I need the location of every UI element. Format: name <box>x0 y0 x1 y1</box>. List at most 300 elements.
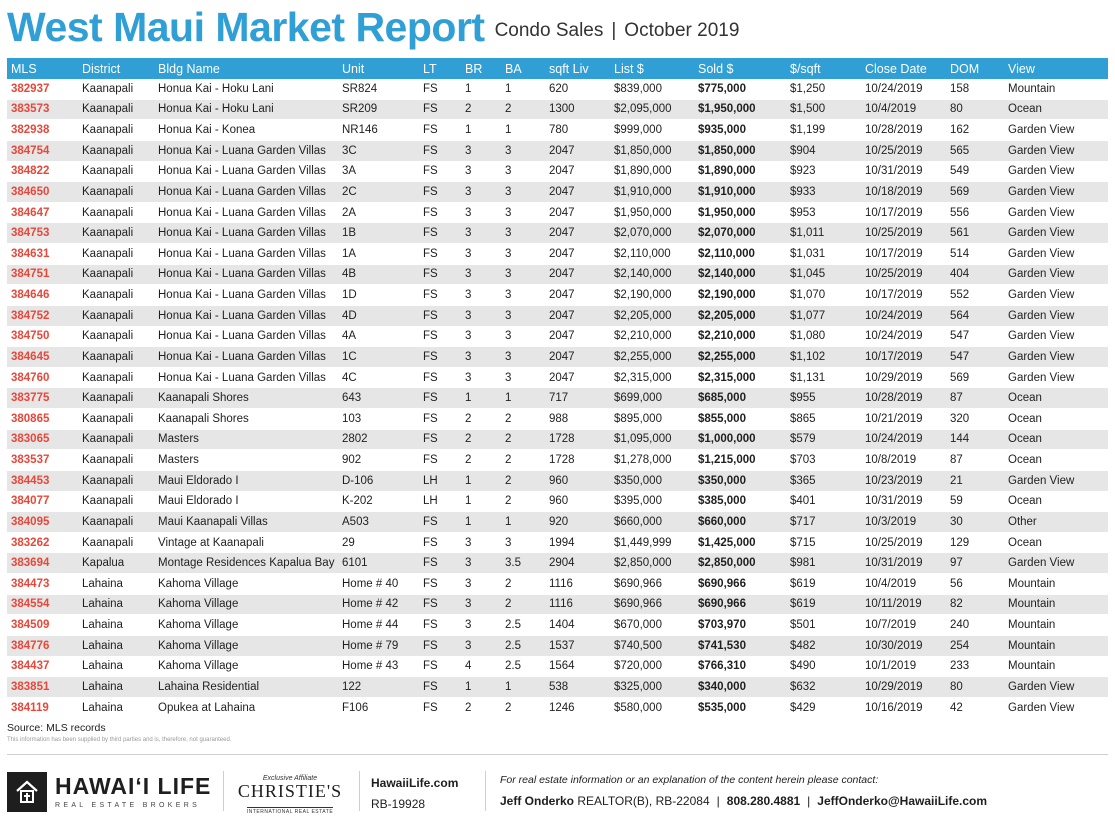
cell-close-date: 10/1/2019 <box>861 656 946 677</box>
cell-ba: 3 <box>501 140 545 161</box>
cell-view: Ocean <box>1004 450 1108 471</box>
cell-dom: 547 <box>946 326 1004 347</box>
cell-bldg-name: Honua Kai - Luana Garden Villas <box>154 182 338 203</box>
cell-price-per-sqft: $619 <box>786 574 861 595</box>
cell-lt: FS <box>419 429 461 450</box>
cell-district: Kapalua <box>78 553 154 574</box>
cell-mls[interactable]: 384095 <box>7 512 78 533</box>
cell-mls[interactable]: 384509 <box>7 615 78 636</box>
cell-close-date: 10/4/2019 <box>861 574 946 595</box>
cell-lt: FS <box>419 553 461 574</box>
affiliate-logo <box>235 775 345 818</box>
cell-unit: 4C <box>338 367 419 388</box>
table-row <box>7 367 1108 388</box>
subtitle-category: Condo Sales <box>494 20 604 41</box>
cell-ba: 1 <box>501 79 545 99</box>
cell-br: 3 <box>461 161 501 182</box>
cell-list-price: $2,210,000 <box>610 326 694 347</box>
subtitle-separator: | <box>611 20 617 41</box>
cell-view: Garden View <box>1004 182 1108 203</box>
cell-mls[interactable]: 383775 <box>7 388 78 409</box>
cell-lt: FS <box>419 285 461 306</box>
cell-dom: 144 <box>946 429 1004 450</box>
cell-bldg-name: Kahoma Village <box>154 615 338 636</box>
column-header-close-date: Close Date <box>861 58 946 79</box>
cell-sold-price: $1,425,000 <box>694 532 786 553</box>
cell-price-per-sqft: $1,080 <box>786 326 861 347</box>
cell-mls[interactable]: 384646 <box>7 285 78 306</box>
cell-unit: SR824 <box>338 79 419 99</box>
cell-district: Kaanapali <box>78 244 154 265</box>
cell-district: Lahaina <box>78 697 154 718</box>
cell-view: Garden View <box>1004 264 1108 285</box>
cell-list-price: $740,500 <box>610 635 694 656</box>
brand-name: HAWAI‘I LIFE <box>55 773 212 799</box>
cell-sqft-liv: 960 <box>545 470 610 491</box>
cell-mls[interactable]: 384760 <box>7 367 78 388</box>
cell-sold-price: $2,205,000 <box>694 305 786 326</box>
cell-district: Lahaina <box>78 656 154 677</box>
cell-sqft-liv: 1404 <box>545 615 610 636</box>
cell-br: 3 <box>461 367 501 388</box>
cell-bldg-name: Honua Kai - Luana Garden Villas <box>154 244 338 265</box>
cell-ba: 3 <box>501 285 545 306</box>
cell-br: 3 <box>461 140 501 161</box>
cell-price-per-sqft: $904 <box>786 140 861 161</box>
cell-view: Garden View <box>1004 120 1108 141</box>
cell-dom: 42 <box>946 697 1004 718</box>
cell-sold-price: $2,190,000 <box>694 285 786 306</box>
cell-view: Mountain <box>1004 656 1108 677</box>
column-header-bldg-name: Bldg Name <box>154 58 338 79</box>
cell-close-date: 10/25/2019 <box>861 532 946 553</box>
cell-unit: 4B <box>338 264 419 285</box>
cell-list-price: $2,205,000 <box>610 305 694 326</box>
cell-sold-price: $1,910,000 <box>694 182 786 203</box>
cell-list-price: $1,095,000 <box>610 429 694 450</box>
cell-list-price: $2,255,000 <box>610 347 694 368</box>
cell-ba: 3 <box>501 264 545 285</box>
cell-list-price: $2,070,000 <box>610 223 694 244</box>
cell-lt: FS <box>419 99 461 120</box>
cell-district: Kaanapali <box>78 347 154 368</box>
cell-br: 3 <box>461 326 501 347</box>
cell-bldg-name: Honua Kai - Hoku Lani <box>154 99 338 120</box>
cell-district: Lahaina <box>78 635 154 656</box>
cell-district: Kaanapali <box>78 79 154 99</box>
cell-ba: 3 <box>501 367 545 388</box>
cell-sold-price: $2,140,000 <box>694 264 786 285</box>
cell-lt: FS <box>419 615 461 636</box>
cell-list-price: $1,950,000 <box>610 202 694 223</box>
cell-ba: 3 <box>501 532 545 553</box>
footer-divider-2 <box>359 771 360 811</box>
cell-bldg-name: Honua Kai - Luana Garden Villas <box>154 140 338 161</box>
agent-name: Jeff Onderko <box>500 794 575 808</box>
cell-close-date: 10/29/2019 <box>861 677 946 698</box>
cell-list-price: $2,110,000 <box>610 244 694 265</box>
cell-unit: 3A <box>338 161 419 182</box>
cell-view: Other <box>1004 512 1108 533</box>
cell-br: 1 <box>461 491 501 512</box>
table-row <box>7 182 1108 203</box>
cell-sold-price: $350,000 <box>694 470 786 491</box>
cell-lt: FS <box>419 450 461 471</box>
affiliate-sub: INTERNATIONAL REAL ESTATE <box>246 809 334 815</box>
cell-sqft-liv: 620 <box>545 79 610 99</box>
cell-ba: 3 <box>501 223 545 244</box>
table-row <box>7 532 1108 553</box>
cell-district: Kaanapali <box>78 305 154 326</box>
cell-close-date: 10/25/2019 <box>861 140 946 161</box>
cell-mls[interactable]: 383694 <box>7 553 78 574</box>
cell-mls[interactable]: 384650 <box>7 182 78 203</box>
table-row <box>7 99 1108 120</box>
cell-lt: LH <box>419 491 461 512</box>
cell-bldg-name: Honua Kai - Hoku Lani <box>154 79 338 99</box>
cell-mls[interactable]: 384473 <box>7 574 78 595</box>
cell-mls[interactable]: 384751 <box>7 264 78 285</box>
house-icon <box>7 772 47 812</box>
cell-lt: FS <box>419 79 461 99</box>
cell-list-price: $580,000 <box>610 697 694 718</box>
cell-close-date: 10/7/2019 <box>861 615 946 636</box>
cell-br: 3 <box>461 285 501 306</box>
table-row <box>7 450 1108 471</box>
cell-price-per-sqft: $923 <box>786 161 861 182</box>
cell-price-per-sqft: $429 <box>786 697 861 718</box>
cell-mls[interactable]: 384750 <box>7 326 78 347</box>
agent-email[interactable]: JeffOnderko@HawaiiLife.com <box>817 794 988 808</box>
cell-dom: 80 <box>946 99 1004 120</box>
cell-mls[interactable]: 382938 <box>7 120 78 141</box>
cell-sold-price: $1,850,000 <box>694 140 786 161</box>
cell-lt: FS <box>419 532 461 553</box>
cell-dom: 56 <box>946 574 1004 595</box>
cell-mls[interactable]: 383262 <box>7 532 78 553</box>
cell-bldg-name: Vintage at Kaanapali <box>154 532 338 553</box>
cell-view: Garden View <box>1004 202 1108 223</box>
cell-mls[interactable]: 384631 <box>7 244 78 265</box>
cell-view: Garden View <box>1004 244 1108 265</box>
cell-br: 3 <box>461 244 501 265</box>
cell-sold-price: $2,850,000 <box>694 553 786 574</box>
cell-close-date: 10/30/2019 <box>861 635 946 656</box>
cell-mls[interactable]: 384119 <box>7 697 78 718</box>
table-row <box>7 223 1108 244</box>
cell-ba: 2 <box>501 594 545 615</box>
cell-lt: FS <box>419 244 461 265</box>
cell-list-price: $2,095,000 <box>610 99 694 120</box>
cell-sqft-liv: 920 <box>545 512 610 533</box>
cell-mls[interactable]: 384776 <box>7 635 78 656</box>
column-header-sold-price: Sold $ <box>694 58 786 79</box>
cell-br: 3 <box>461 574 501 595</box>
cell-sqft-liv: 1564 <box>545 656 610 677</box>
cell-sqft-liv: 538 <box>545 677 610 698</box>
cell-br: 1 <box>461 512 501 533</box>
cell-district: Kaanapali <box>78 264 154 285</box>
column-header-list-price: List $ <box>610 58 694 79</box>
cell-sold-price: $2,315,000 <box>694 367 786 388</box>
cell-sqft-liv: 717 <box>545 388 610 409</box>
cell-bldg-name: Honua Kai - Luana Garden Villas <box>154 223 338 244</box>
cell-view: Garden View <box>1004 347 1108 368</box>
cell-ba: 1 <box>501 677 545 698</box>
cell-bldg-name: Kaanapali Shores <box>154 388 338 409</box>
cell-list-price: $999,000 <box>610 120 694 141</box>
cell-close-date: 10/25/2019 <box>861 264 946 285</box>
cell-close-date: 10/16/2019 <box>861 697 946 718</box>
cell-bldg-name: Montage Residences Kapalua Bay <box>154 553 338 574</box>
cell-dom: 240 <box>946 615 1004 636</box>
cell-dom: 233 <box>946 656 1004 677</box>
cell-list-price: $699,000 <box>610 388 694 409</box>
cell-dom: 254 <box>946 635 1004 656</box>
cell-mls[interactable]: 384554 <box>7 594 78 615</box>
cell-view: Garden View <box>1004 553 1108 574</box>
cell-price-per-sqft: $501 <box>786 615 861 636</box>
cell-close-date: 10/29/2019 <box>861 367 946 388</box>
cell-sold-price: $1,950,000 <box>694 202 786 223</box>
cell-unit: 6101 <box>338 553 419 574</box>
cell-br: 1 <box>461 388 501 409</box>
cell-view: Mountain <box>1004 574 1108 595</box>
cell-sold-price: $2,255,000 <box>694 347 786 368</box>
cell-price-per-sqft: $482 <box>786 635 861 656</box>
cell-ba: 2 <box>501 429 545 450</box>
cell-price-per-sqft: $1,070 <box>786 285 861 306</box>
website-link[interactable]: HawaiiLife.com <box>371 776 459 790</box>
cell-ba: 3 <box>501 244 545 265</box>
cell-dom: 556 <box>946 202 1004 223</box>
cell-sqft-liv: 2047 <box>545 264 610 285</box>
cell-ba: 2 <box>501 99 545 120</box>
cell-sold-price: $1,000,000 <box>694 429 786 450</box>
cell-lt: FS <box>419 635 461 656</box>
cell-bldg-name: Kahoma Village <box>154 594 338 615</box>
cell-lt: FS <box>419 223 461 244</box>
disclaimer: This information has been supplied by third parties and is, therefore, not guaranteed. <box>7 737 232 743</box>
contact-line <box>500 794 987 808</box>
cell-bldg-name: Honua Kai - Luana Garden Villas <box>154 285 338 306</box>
cell-dom: 80 <box>946 677 1004 698</box>
cell-dom: 158 <box>946 79 1004 99</box>
cell-bldg-name: Honua Kai - Luana Garden Villas <box>154 161 338 182</box>
cell-close-date: 10/31/2019 <box>861 161 946 182</box>
cell-list-price: $1,910,000 <box>610 182 694 203</box>
table-row <box>7 677 1108 698</box>
agent-phone[interactable]: 808.280.4881 <box>726 794 801 808</box>
cell-district: Lahaina <box>78 615 154 636</box>
cell-ba: 1 <box>501 388 545 409</box>
cell-br: 3 <box>461 532 501 553</box>
cell-list-price: $839,000 <box>610 79 694 99</box>
cell-close-date: 10/17/2019 <box>861 347 946 368</box>
cell-mls[interactable]: 383573 <box>7 99 78 120</box>
cell-unit: F106 <box>338 697 419 718</box>
cell-dom: 87 <box>946 388 1004 409</box>
cell-unit: D-106 <box>338 470 419 491</box>
cell-br: 1 <box>461 79 501 99</box>
cell-br: 3 <box>461 553 501 574</box>
footer <box>7 766 1108 815</box>
cell-close-date: 10/18/2019 <box>861 182 946 203</box>
affiliate-name: CHRISTIE'S <box>237 781 343 801</box>
cell-view: Garden View <box>1004 697 1108 718</box>
cell-ba: 3 <box>501 182 545 203</box>
cell-br: 2 <box>461 429 501 450</box>
table-row <box>7 409 1108 430</box>
report-title: West Maui Market Report <box>7 4 485 50</box>
cell-ba: 2 <box>501 491 545 512</box>
table-row <box>7 120 1108 141</box>
column-header-ba: BA <box>501 58 545 79</box>
cell-sold-price: $1,890,000 <box>694 161 786 182</box>
brand-tagline: REAL ESTATE BROKERS <box>55 802 201 809</box>
cell-district: Lahaina <box>78 574 154 595</box>
cell-unit: SR209 <box>338 99 419 120</box>
cell-district: Kaanapali <box>78 532 154 553</box>
cell-mls[interactable]: 384645 <box>7 347 78 368</box>
cell-close-date: 10/21/2019 <box>861 409 946 430</box>
cell-lt: FS <box>419 305 461 326</box>
cell-price-per-sqft: $1,131 <box>786 367 861 388</box>
cell-mls[interactable]: 384753 <box>7 223 78 244</box>
cell-dom: 97 <box>946 553 1004 574</box>
cell-mls[interactable]: 383537 <box>7 450 78 471</box>
cell-unit: 4D <box>338 305 419 326</box>
cell-bldg-name: Honua Kai - Konea <box>154 120 338 141</box>
cell-sold-price: $535,000 <box>694 697 786 718</box>
cell-br: 2 <box>461 697 501 718</box>
cell-mls[interactable]: 380865 <box>7 409 78 430</box>
cell-sold-price: $1,215,000 <box>694 450 786 471</box>
cell-close-date: 10/17/2019 <box>861 285 946 306</box>
cell-sold-price: $2,110,000 <box>694 244 786 265</box>
cell-br: 1 <box>461 470 501 491</box>
report-subtitle <box>495 20 740 42</box>
table-row <box>7 470 1108 491</box>
cell-close-date: 10/24/2019 <box>861 326 946 347</box>
cell-lt: LH <box>419 470 461 491</box>
cell-lt: FS <box>419 388 461 409</box>
table-row <box>7 264 1108 285</box>
cell-price-per-sqft: $365 <box>786 470 861 491</box>
cell-list-price: $2,315,000 <box>610 367 694 388</box>
cell-mls[interactable]: 384077 <box>7 491 78 512</box>
cell-sold-price: $1,950,000 <box>694 99 786 120</box>
cell-mls[interactable]: 382937 <box>7 79 78 99</box>
cell-dom: 404 <box>946 264 1004 285</box>
cell-list-price: $1,449,999 <box>610 532 694 553</box>
cell-unit: Home # 43 <box>338 656 419 677</box>
cell-mls[interactable]: 384822 <box>7 161 78 182</box>
cell-mls[interactable]: 383851 <box>7 677 78 698</box>
cell-district: Kaanapali <box>78 367 154 388</box>
cell-bldg-name: Kaanapali Shores <box>154 409 338 430</box>
table-header-row <box>7 58 1108 79</box>
cell-br: 1 <box>461 120 501 141</box>
cell-mls[interactable]: 383065 <box>7 429 78 450</box>
table-body <box>7 79 1108 718</box>
table-row <box>7 202 1108 223</box>
cell-bldg-name: Honua Kai - Luana Garden Villas <box>154 367 338 388</box>
cell-sqft-liv: 2047 <box>545 285 610 306</box>
cell-sold-price: $385,000 <box>694 491 786 512</box>
cell-bldg-name: Honua Kai - Luana Garden Villas <box>154 202 338 223</box>
cell-price-per-sqft: $1,102 <box>786 347 861 368</box>
cell-sold-price: $775,000 <box>694 79 786 99</box>
cell-mls[interactable]: 384752 <box>7 305 78 326</box>
cell-sqft-liv: 2047 <box>545 161 610 182</box>
cell-br: 3 <box>461 202 501 223</box>
table-row <box>7 553 1108 574</box>
cell-sqft-liv: 2047 <box>545 182 610 203</box>
cell-price-per-sqft: $1,199 <box>786 120 861 141</box>
cell-unit: Home # 44 <box>338 615 419 636</box>
cell-district: Kaanapali <box>78 120 154 141</box>
cell-mls[interactable]: 384647 <box>7 202 78 223</box>
cell-close-date: 10/8/2019 <box>861 450 946 471</box>
cell-br: 3 <box>461 223 501 244</box>
cell-br: 2 <box>461 450 501 471</box>
cell-br: 3 <box>461 615 501 636</box>
cell-dom: 561 <box>946 223 1004 244</box>
cell-price-per-sqft: $703 <box>786 450 861 471</box>
cell-bldg-name: Lahaina Residential <box>154 677 338 698</box>
table-row <box>7 697 1108 718</box>
cell-dom: 59 <box>946 491 1004 512</box>
cell-unit: Home # 79 <box>338 635 419 656</box>
cell-mls[interactable]: 384453 <box>7 470 78 491</box>
cell-br: 4 <box>461 656 501 677</box>
cell-ba: 2.5 <box>501 635 545 656</box>
footer-divider <box>7 754 1108 755</box>
cell-price-per-sqft: $865 <box>786 409 861 430</box>
cell-mls[interactable]: 384754 <box>7 140 78 161</box>
cell-mls[interactable]: 384437 <box>7 656 78 677</box>
cell-sqft-liv: 1246 <box>545 697 610 718</box>
cell-list-price: $690,966 <box>610 574 694 595</box>
cell-ba: 2 <box>501 450 545 471</box>
cell-dom: 162 <box>946 120 1004 141</box>
cell-view: Garden View <box>1004 367 1108 388</box>
cell-close-date: 10/28/2019 <box>861 388 946 409</box>
cell-ba: 3 <box>501 202 545 223</box>
cell-price-per-sqft: $715 <box>786 532 861 553</box>
cell-dom: 569 <box>946 182 1004 203</box>
table-row <box>7 79 1108 99</box>
cell-ba: 1 <box>501 120 545 141</box>
cell-view: Garden View <box>1004 305 1108 326</box>
cell-list-price: $2,140,000 <box>610 264 694 285</box>
cell-sold-price: $855,000 <box>694 409 786 430</box>
cell-price-per-sqft: $632 <box>786 677 861 698</box>
column-header-price-per-sqft: $/sqft <box>786 58 861 79</box>
cell-view: Ocean <box>1004 388 1108 409</box>
cell-sqft-liv: 988 <box>545 409 610 430</box>
cell-district: Kaanapali <box>78 429 154 450</box>
cell-list-price: $2,190,000 <box>610 285 694 306</box>
column-header-district: District <box>78 58 154 79</box>
cell-list-price: $2,850,000 <box>610 553 694 574</box>
cell-unit: 122 <box>338 677 419 698</box>
cell-list-price: $325,000 <box>610 677 694 698</box>
table-row <box>7 615 1108 636</box>
cell-price-per-sqft: $1,031 <box>786 244 861 265</box>
cell-close-date: 10/24/2019 <box>861 305 946 326</box>
